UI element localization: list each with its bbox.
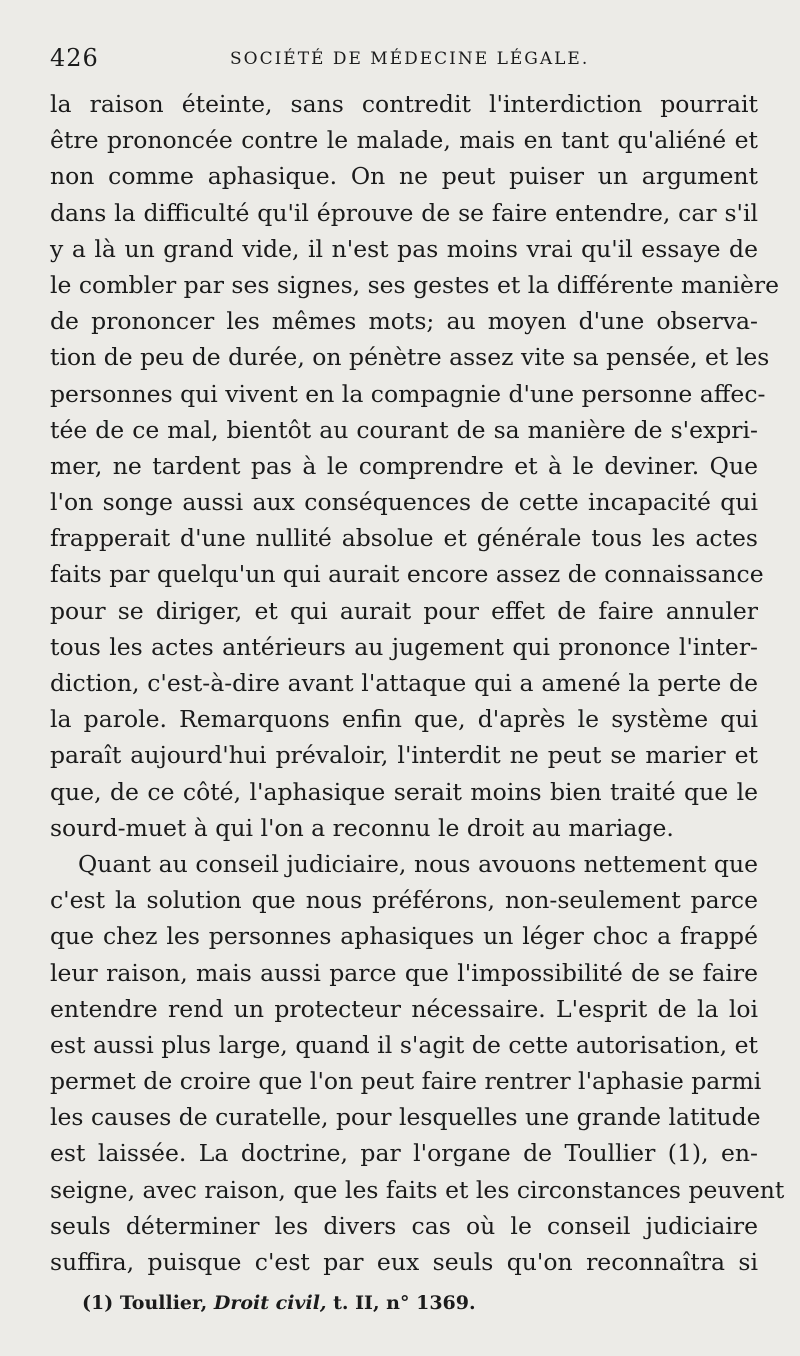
text-line: seigne, avec raison, que les faits et les circonstances peuvent [50,1175,785,1204]
page-header [50,38,770,78]
text-line: être prononcée contre le malade, mais en tant qu'aliéné et [50,126,758,155]
text-line: permet de croire que l'on peut faire rentrer l'aphasie parmi [50,1067,762,1096]
text-line: que, de ce côté, l'aphasique serait moins bien traité que le [50,777,758,806]
footnote-work-title: Droit civil, [213,1292,327,1314]
text-line: les causes de curatelle, pour lesquelles une grande latitude [50,1103,761,1132]
text-line: de prononcer les mêmes mots; au moyen d'une observa- [50,307,758,336]
footnote [82,1292,476,1314]
text-line: la parole. Remarquons enfin que, d'après le système qui [50,705,758,734]
text-line: paraît aujourd'hui prévaloir, l'interdit ne peut se marier et [50,741,758,770]
text-line: entendre rend un protecteur nécessaire. L'esprit de la loi [50,994,758,1023]
text-line: seuls déterminer les divers cas où le conseil judiciaire [50,1211,758,1240]
text-line: diction, c'est-à-dire avant l'attaque qui a amené la perte de [50,669,758,697]
text-line: tous les actes antérieurs au jugement qui prononce l'inter- [50,632,758,661]
text-line: tion de peu de durée, on pénètre assez vite sa pensée, et les [50,343,770,372]
text-line: que chez les personnes aphasiques un léger choc a frappé [50,922,758,951]
text-line: suffira, puisque c'est par eux seuls qu'on reconnaîtra si [50,1248,758,1276]
footnote-reference: t. II, n° 1369. [333,1292,476,1314]
text-line: faits par quelqu'un qui aurait encore assez de connaissance [50,560,764,589]
text-line: frapperait d'une nullité absolue et générale tous les actes [50,524,758,553]
text-line: tée de ce mal, bientôt au courant de sa manière de s'expri- [50,415,758,444]
text-line: personnes qui vivent en la compagnie d'une personne affec- [50,379,766,408]
text-line: est aussi plus large, quand il s'agit de cette autorisation, et [50,1030,758,1059]
text-line: c'est la solution que nous préférons, non-seulement parce [50,886,758,915]
text-line: pour se diriger, et qui aurait pour effet de faire annuler [50,596,758,625]
text-line: la raison éteinte, sans contredit l'interdiction pourrait [50,90,758,118]
text-line: mer, ne tardent pas à le comprendre et à le deviner. Que [50,451,758,480]
text-line: non comme aphasique. On ne peut puiser un argument [50,162,758,191]
text-line: sourd-muet à qui l'on a reconnu le droit au mariage. [50,813,674,842]
footnote-marker: (1) Toullier, [82,1292,208,1314]
text-line: est laissée. La doctrine, par l'organe de Toullier (1), en- [50,1139,758,1168]
text-line: l'on songe aussi aux conséquences de cette incapacité qui [50,488,758,517]
text-line: Quant au conseil judiciaire, nous avouons nettement que [78,849,758,878]
text-line: y a là un grand vide, il n'est pas moins vrai qu'il essaye de [50,234,758,263]
text-line: le combler par ses signes, ses gestes et la différente manière [50,270,780,299]
text-line: dans la difficulté qu'il éprouve de se faire entendre, car s'il [50,198,758,227]
text-line: leur raison, mais aussi parce que l'impossibilité de se faire [50,958,758,987]
running-head: SOCIÉTÉ DE MÉDECINE LÉGALE. [230,49,590,69]
body-text [50,86,785,1280]
page-number: 426 [50,44,99,72]
